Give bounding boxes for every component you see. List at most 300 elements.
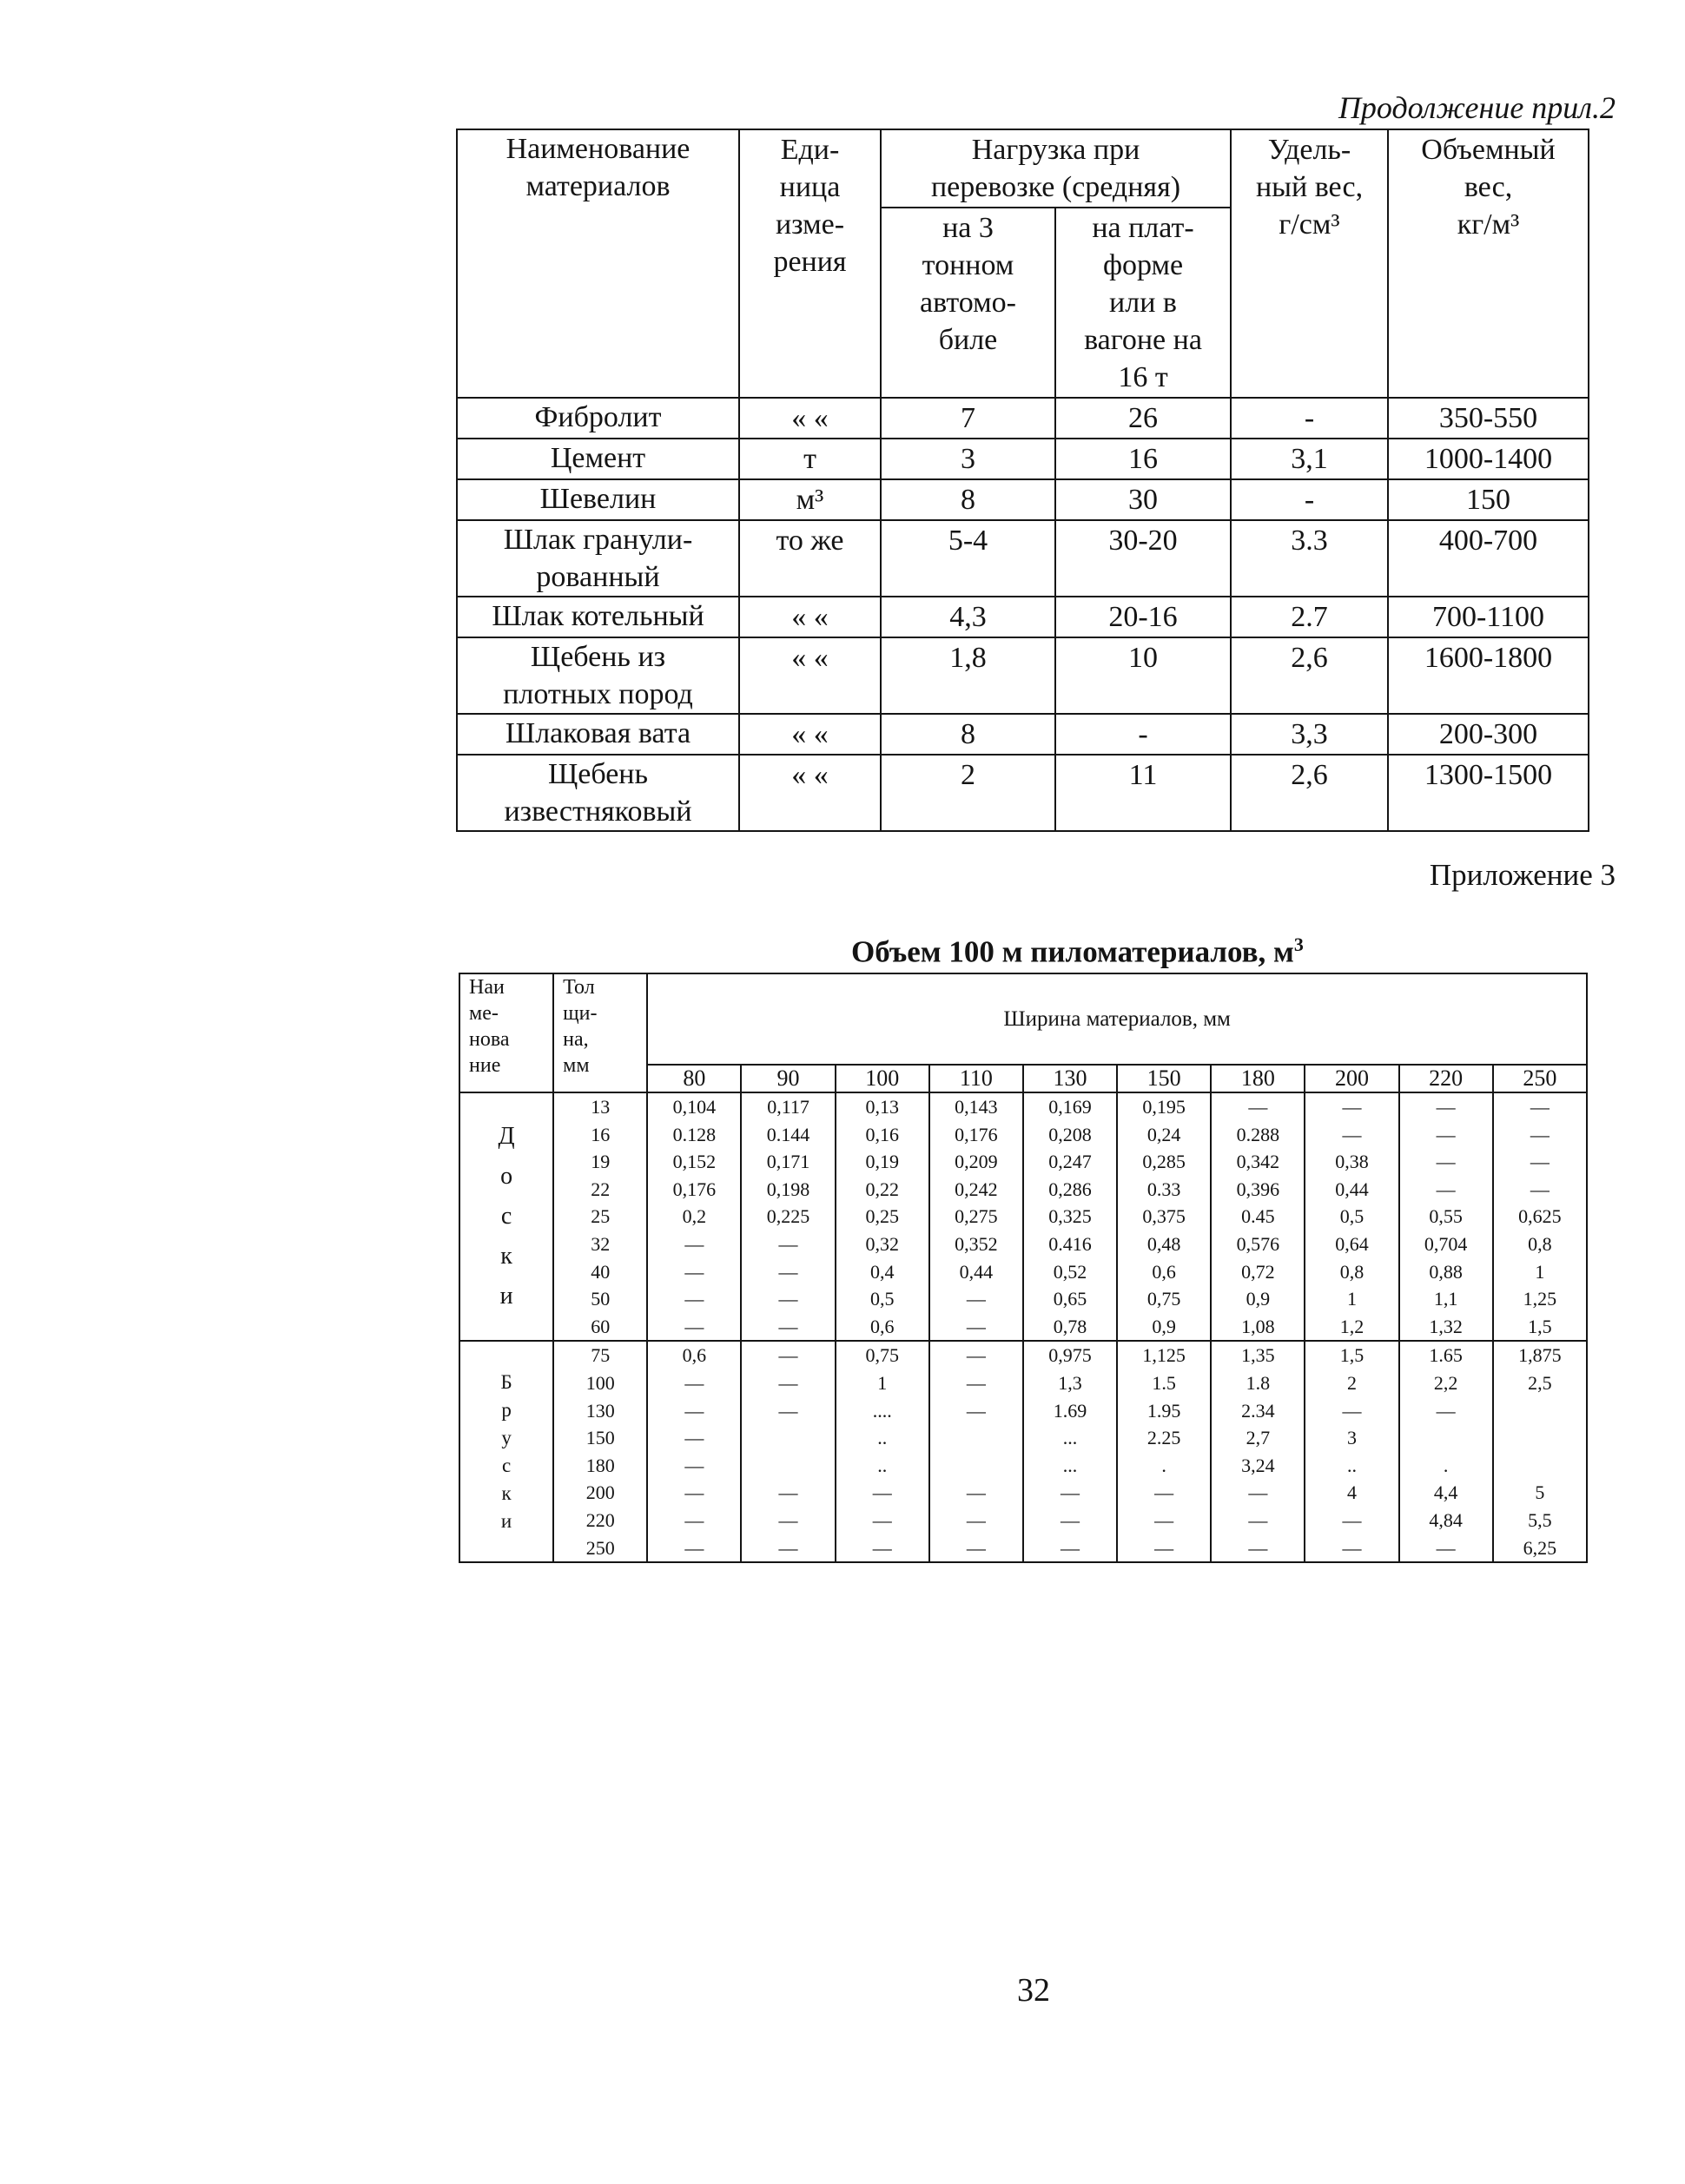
thickness-value: 180 <box>585 1454 615 1476</box>
cell-line: на 3 <box>942 212 994 244</box>
volume-value: 2,7 <box>1246 1427 1271 1449</box>
group-letter: р <box>501 1398 512 1421</box>
table-row <box>457 597 1589 637</box>
material-platform: 30 <box>1055 479 1231 520</box>
material-specific: 3.3 <box>1231 520 1388 597</box>
volume-value: .. <box>877 1427 888 1449</box>
volume-value: 0,286 <box>1048 1178 1092 1200</box>
material-truck: 8 <box>881 479 1055 520</box>
cell-line: рованный <box>536 561 660 593</box>
width-header: 220 <box>1399 1065 1493 1092</box>
thickness-value: 75 <box>591 1344 611 1367</box>
cell-line: автомо- <box>920 287 1016 319</box>
cell-line: Цемент <box>550 442 646 474</box>
volume-value: 2.25 <box>1146 1427 1181 1449</box>
cell-line: кг/м³ <box>1457 208 1520 241</box>
cell-line: на, <box>563 1028 589 1051</box>
cell-line: биле <box>938 324 998 356</box>
volume-value: 1 <box>1346 1288 1357 1310</box>
volume-value: .. <box>1346 1454 1357 1476</box>
volume-value: 0,22 <box>865 1178 899 1200</box>
volume-value: 5 <box>1535 1481 1545 1504</box>
volume-value: 0,375 <box>1142 1205 1186 1228</box>
volume-value: 0,176 <box>955 1123 998 1145</box>
volume-value: 0,44 <box>959 1260 994 1283</box>
thickness-value: 130 <box>585 1399 615 1422</box>
volume-value: 0,208 <box>1048 1123 1092 1145</box>
volume-value: — <box>684 1371 704 1394</box>
volume-value: 0,275 <box>955 1205 998 1228</box>
volume-value: — <box>1061 1481 1080 1504</box>
volume-value <box>1402 1424 1490 1452</box>
volume-value: 0,24 <box>1146 1123 1181 1145</box>
volume-value: — <box>778 1232 798 1255</box>
width-header: 110 <box>929 1065 1023 1092</box>
lumber-table-title-sup: 3 <box>1293 934 1304 955</box>
volume-value: — <box>1342 1123 1362 1145</box>
volume-value: 0,78 <box>1053 1315 1087 1337</box>
volume-value: 0,44 <box>1335 1178 1369 1200</box>
volume-value: — <box>684 1288 704 1310</box>
cell-line: мм <box>563 1054 590 1077</box>
group-label <box>459 1341 553 1562</box>
material-unit: м³ <box>739 479 881 520</box>
width-column <box>647 1341 741 1562</box>
material-unit: то же <box>739 520 881 597</box>
volume-value: 0,75 <box>865 1344 899 1367</box>
material-bulk: 400-700 <box>1388 520 1589 597</box>
width-column <box>1117 1341 1211 1562</box>
volume-value: 0,6 <box>682 1344 707 1367</box>
volume-value: — <box>778 1399 798 1422</box>
material-platform: - <box>1055 714 1231 755</box>
lumber-volume-table <box>459 973 1588 1563</box>
volume-value: 4,4 <box>1433 1481 1458 1504</box>
material-bulk: 700-1100 <box>1388 597 1589 637</box>
volume-value: 0.33 <box>1146 1178 1181 1200</box>
volume-value: 0,6 <box>869 1315 895 1337</box>
cell-line: Тол <box>563 976 595 999</box>
volume-value: — <box>1530 1096 1550 1118</box>
thickness-value: 250 <box>585 1536 615 1559</box>
volume-value: 0,16 <box>865 1123 899 1145</box>
group-letter: к <box>501 1481 512 1504</box>
volume-value: — <box>1248 1096 1268 1118</box>
material-specific: 3,3 <box>1231 714 1388 755</box>
width-column <box>1211 1341 1305 1562</box>
volume-value: — <box>778 1536 798 1559</box>
volume-value: 2,5 <box>1528 1371 1552 1394</box>
material-truck: 7 <box>881 398 1055 439</box>
volume-value: 1.95 <box>1146 1399 1181 1422</box>
volume-value: 0,4 <box>869 1260 895 1283</box>
volume-value: 5,5 <box>1528 1508 1552 1531</box>
volume-value: 0,975 <box>1048 1344 1092 1367</box>
volume-value: — <box>1436 1151 1456 1173</box>
volume-value: — <box>684 1454 704 1476</box>
cell-line: г/см³ <box>1279 208 1340 241</box>
material-platform: 16 <box>1055 439 1231 479</box>
volume-value: 1,2 <box>1339 1315 1365 1337</box>
volume-value: 0,242 <box>955 1178 998 1200</box>
material-specific: 2,6 <box>1231 755 1388 831</box>
volume-value: — <box>778 1508 798 1531</box>
volume-value: 0,5 <box>1339 1205 1365 1228</box>
width-column <box>741 1092 835 1341</box>
volume-value: — <box>872 1481 892 1504</box>
volume-value: 1,125 <box>1142 1344 1186 1367</box>
volume-value: . <box>1161 1454 1166 1476</box>
volume-value: — <box>966 1536 986 1559</box>
volume-value: 0,169 <box>1048 1096 1092 1118</box>
volume-value: 0,65 <box>1053 1288 1087 1310</box>
volume-value: — <box>1061 1508 1080 1531</box>
volume-value: 0,9 <box>1152 1315 1176 1337</box>
material-name <box>457 479 739 520</box>
material-name <box>457 637 739 714</box>
volume-value: 0,143 <box>955 1096 998 1118</box>
thickness-value: 50 <box>591 1288 611 1310</box>
cell-line: Наименование <box>506 133 691 165</box>
continuation-label: Продолжение прил.2 <box>1338 90 1616 125</box>
cell-line: нова <box>469 1028 510 1051</box>
volume-value: 1,32 <box>1429 1315 1463 1337</box>
cell-line: тонном <box>922 249 1014 281</box>
width-column <box>1117 1092 1211 1341</box>
page-number: 32 <box>1017 1972 1050 2009</box>
material-platform: 30-20 <box>1055 520 1231 597</box>
volume-value: 0,32 <box>865 1232 899 1255</box>
volume-value: — <box>684 1481 704 1504</box>
volume-value: ... <box>1062 1454 1078 1476</box>
volume-value: 0,52 <box>1053 1260 1087 1283</box>
group-row <box>459 1092 1587 1341</box>
volume-value: — <box>1436 1178 1456 1200</box>
volume-value: 0,396 <box>1236 1178 1280 1200</box>
width-column <box>929 1341 1023 1562</box>
volume-value: 6,25 <box>1523 1536 1557 1559</box>
material-bulk: 150 <box>1388 479 1589 520</box>
width-header: 200 <box>1305 1065 1398 1092</box>
cell-line: Шевелин <box>539 483 657 515</box>
volume-value: 1,5 <box>1528 1315 1552 1337</box>
volume-value: — <box>778 1344 798 1367</box>
volume-value: — <box>684 1536 704 1559</box>
cell-line: материалов <box>525 170 671 202</box>
cell-line: Щебень из <box>530 641 666 673</box>
volume-value: 2.34 <box>1241 1399 1275 1422</box>
material-unit: « « <box>739 714 881 755</box>
material-platform: 26 <box>1055 398 1231 439</box>
volume-value: 4 <box>1346 1481 1357 1504</box>
width-column <box>1399 1092 1493 1341</box>
volume-value: 0,25 <box>865 1205 899 1228</box>
group-row <box>459 1341 1587 1562</box>
width-header: 100 <box>836 1065 929 1092</box>
volume-value: .. <box>877 1454 888 1476</box>
group-letter: и <box>499 1283 513 1310</box>
thickness-value: 150 <box>585 1427 615 1449</box>
volume-value: — <box>1436 1123 1456 1145</box>
volume-value: — <box>1154 1481 1174 1504</box>
volume-value: 0.416 <box>1048 1232 1092 1255</box>
table-row <box>457 398 1589 439</box>
header-load-truck <box>881 208 1055 398</box>
volume-value: 1,3 <box>1058 1371 1082 1394</box>
width-column <box>1305 1341 1398 1562</box>
table-row <box>457 520 1589 597</box>
volume-value: 0,342 <box>1236 1151 1280 1173</box>
cell-line: на плат- <box>1092 212 1194 244</box>
material-bulk: 1600-1800 <box>1388 637 1589 714</box>
volume-value: 1.8 <box>1246 1371 1271 1394</box>
width-header: 250 <box>1493 1065 1587 1092</box>
volume-value: 0,104 <box>672 1096 717 1118</box>
volume-value <box>1496 1424 1584 1452</box>
material-specific: 3,1 <box>1231 439 1388 479</box>
header-bulk-weight <box>1388 129 1589 398</box>
thickness-value: 16 <box>591 1123 611 1145</box>
volume-value: 0,38 <box>1335 1151 1369 1173</box>
cell-line: известняковый <box>504 795 692 828</box>
volume-value: 1,5 <box>1339 1344 1365 1367</box>
volume-value: 0,8 <box>1339 1260 1365 1283</box>
width-column <box>1493 1092 1587 1341</box>
header-name <box>457 129 739 398</box>
volume-value: 0,2 <box>682 1205 707 1228</box>
volume-value: — <box>1248 1481 1268 1504</box>
volume-value: — <box>1436 1399 1456 1422</box>
cell-line: Объемный <box>1421 134 1556 166</box>
cell-line: Шлак гранули- <box>503 524 693 556</box>
width-column <box>1211 1092 1305 1341</box>
material-unit: « « <box>739 755 881 831</box>
volume-value: 0,55 <box>1429 1205 1463 1228</box>
cell-line: вес, <box>1464 171 1513 203</box>
table-row <box>457 714 1589 755</box>
volume-value: 0.144 <box>766 1123 810 1145</box>
volume-value: 1,35 <box>1241 1344 1275 1367</box>
material-unit: « « <box>739 637 881 714</box>
volume-value: 0,8 <box>1528 1232 1552 1255</box>
width-header: 150 <box>1117 1065 1211 1092</box>
volume-value: 0,325 <box>1048 1205 1092 1228</box>
cell-line: Щебень <box>547 758 649 790</box>
volume-value: 0,13 <box>865 1096 899 1118</box>
volume-value: 1.69 <box>1053 1399 1087 1422</box>
lumber-table-title <box>851 934 1304 970</box>
volume-value: — <box>1248 1508 1268 1531</box>
cell-line: ме- <box>469 1002 499 1025</box>
cell-line: Еди- <box>780 134 840 166</box>
material-name <box>457 520 739 597</box>
group-letter: о <box>500 1163 513 1191</box>
volume-value: — <box>966 1344 986 1367</box>
thickness-value: 200 <box>585 1481 615 1504</box>
volume-value: — <box>1154 1508 1174 1531</box>
material-name <box>457 597 739 637</box>
volume-value: .... <box>872 1399 892 1422</box>
material-bulk: 350-550 <box>1388 398 1589 439</box>
material-bulk: 1300-1500 <box>1388 755 1589 831</box>
width-header: 180 <box>1211 1065 1305 1092</box>
volume-value: — <box>966 1481 986 1504</box>
width-column <box>1023 1341 1117 1562</box>
group-letter: у <box>501 1426 512 1448</box>
thickness-value: 220 <box>585 1508 615 1531</box>
header-thickness <box>553 973 647 1092</box>
volume-value: — <box>966 1508 986 1531</box>
volume-value: 0,247 <box>1048 1151 1092 1173</box>
volume-value: 0.288 <box>1236 1123 1280 1145</box>
width-header: 80 <box>647 1065 741 1092</box>
volume-value: 1,25 <box>1523 1288 1557 1310</box>
volume-value: 1,08 <box>1241 1315 1275 1337</box>
volume-value <box>932 1424 1021 1452</box>
cell-line: форме <box>1102 249 1184 281</box>
volume-value: — <box>684 1315 704 1337</box>
volume-value: 0,625 <box>1518 1205 1562 1228</box>
volume-value: — <box>1061 1536 1080 1559</box>
volume-value: — <box>778 1315 798 1337</box>
volume-value: — <box>872 1508 892 1531</box>
volume-value: 1,1 <box>1433 1288 1458 1310</box>
width-column <box>741 1341 835 1562</box>
volume-value: — <box>684 1508 704 1531</box>
material-name <box>457 714 739 755</box>
thickness-column <box>553 1341 647 1562</box>
width-column <box>836 1092 929 1341</box>
material-truck: 5-4 <box>881 520 1055 597</box>
volume-value: 0,285 <box>1142 1151 1186 1173</box>
volume-value: 0,5 <box>869 1288 895 1310</box>
lumber-table-title-text: Объем 100 м пиломатериалов, м <box>851 934 1294 969</box>
volume-value: — <box>1530 1178 1550 1200</box>
volume-value: — <box>1154 1536 1174 1559</box>
material-name <box>457 439 739 479</box>
volume-value: 4,84 <box>1429 1508 1463 1531</box>
table-row <box>457 755 1589 831</box>
material-unit: « « <box>739 398 881 439</box>
header-row <box>457 129 1589 208</box>
volume-value: — <box>1436 1536 1456 1559</box>
volume-value: 0,195 <box>1142 1096 1186 1118</box>
volume-value: 0,75 <box>1146 1288 1181 1310</box>
volume-value: — <box>1248 1536 1268 1559</box>
material-truck: 2 <box>881 755 1055 831</box>
width-header: 90 <box>741 1065 835 1092</box>
volume-value: 0,704 <box>1424 1232 1468 1255</box>
group-letter: Б <box>500 1370 512 1393</box>
material-name <box>457 398 739 439</box>
volume-value: — <box>778 1481 798 1504</box>
volume-value: — <box>1436 1096 1456 1118</box>
material-platform: 20-16 <box>1055 597 1231 637</box>
group-letter: с <box>501 1454 512 1476</box>
header-unit <box>739 129 881 398</box>
cell-line: ный вес, <box>1255 171 1364 203</box>
material-truck: 3 <box>881 439 1055 479</box>
material-truck: 1,8 <box>881 637 1055 714</box>
material-bulk: 200-300 <box>1388 714 1589 755</box>
thickness-value: 60 <box>591 1315 611 1337</box>
cell-line: Наи <box>469 976 505 999</box>
volume-value: 0,48 <box>1146 1232 1181 1255</box>
volume-value: — <box>684 1427 704 1449</box>
header-row <box>459 973 1587 1065</box>
volume-value: — <box>1342 1096 1362 1118</box>
volume-value <box>1496 1397 1584 1425</box>
volume-value: — <box>1342 1536 1362 1559</box>
width-column <box>929 1092 1023 1341</box>
volume-value: 0,209 <box>955 1151 998 1173</box>
table-row <box>457 439 1589 479</box>
volume-value: 0,64 <box>1335 1232 1369 1255</box>
material-specific: - <box>1231 398 1388 439</box>
volume-value: — <box>872 1536 892 1559</box>
cell-line: Удель- <box>1267 134 1351 166</box>
group-letter: Д <box>498 1123 515 1151</box>
volume-value: — <box>966 1288 986 1310</box>
volume-value: — <box>966 1315 986 1337</box>
cell-line: Фибролит <box>534 401 662 433</box>
cell-line: рения <box>773 246 847 278</box>
width-column <box>1399 1341 1493 1562</box>
volume-value: 0,152 <box>672 1151 717 1173</box>
volume-value: 0,88 <box>1429 1260 1463 1283</box>
header-load <box>881 129 1231 208</box>
volume-value: — <box>966 1371 986 1394</box>
cell-line: вагоне на <box>1084 324 1202 356</box>
volume-value: 0.128 <box>672 1123 717 1145</box>
material-platform: 11 <box>1055 755 1231 831</box>
volume-value: — <box>1342 1508 1362 1531</box>
thickness-value: 100 <box>585 1371 615 1394</box>
header-load-platform <box>1055 208 1231 398</box>
thickness-value: 32 <box>591 1232 611 1255</box>
cell-line: или в <box>1109 287 1177 319</box>
width-column <box>1493 1341 1587 1562</box>
table-row <box>457 479 1589 520</box>
group-letter: и <box>500 1509 512 1532</box>
width-header: 130 <box>1023 1065 1117 1092</box>
cell-line: изме- <box>775 208 845 241</box>
volume-value: 2,2 <box>1433 1371 1458 1394</box>
cell-line: щи- <box>563 1002 598 1025</box>
thickness-value: 19 <box>591 1151 611 1173</box>
width-column <box>836 1341 929 1562</box>
volume-value: 0,576 <box>1236 1232 1280 1255</box>
volume-value: 0,6 <box>1152 1260 1176 1283</box>
material-platform: 10 <box>1055 637 1231 714</box>
volume-value: 0,352 <box>955 1232 998 1255</box>
material-truck: 8 <box>881 714 1055 755</box>
thickness-column <box>553 1092 647 1341</box>
volume-value <box>1496 1452 1584 1480</box>
volume-value: 0,198 <box>766 1178 810 1200</box>
volume-value: 1 <box>877 1371 888 1394</box>
volume-value: — <box>684 1232 704 1255</box>
width-column <box>647 1092 741 1341</box>
volume-value <box>743 1452 832 1480</box>
volume-value: 0,9 <box>1246 1288 1271 1310</box>
material-bulk: 1000-1400 <box>1388 439 1589 479</box>
volume-value: 3 <box>1346 1427 1357 1449</box>
volume-value: — <box>778 1288 798 1310</box>
material-unit: « « <box>739 597 881 637</box>
volume-value <box>932 1452 1021 1480</box>
group-label <box>459 1092 553 1341</box>
